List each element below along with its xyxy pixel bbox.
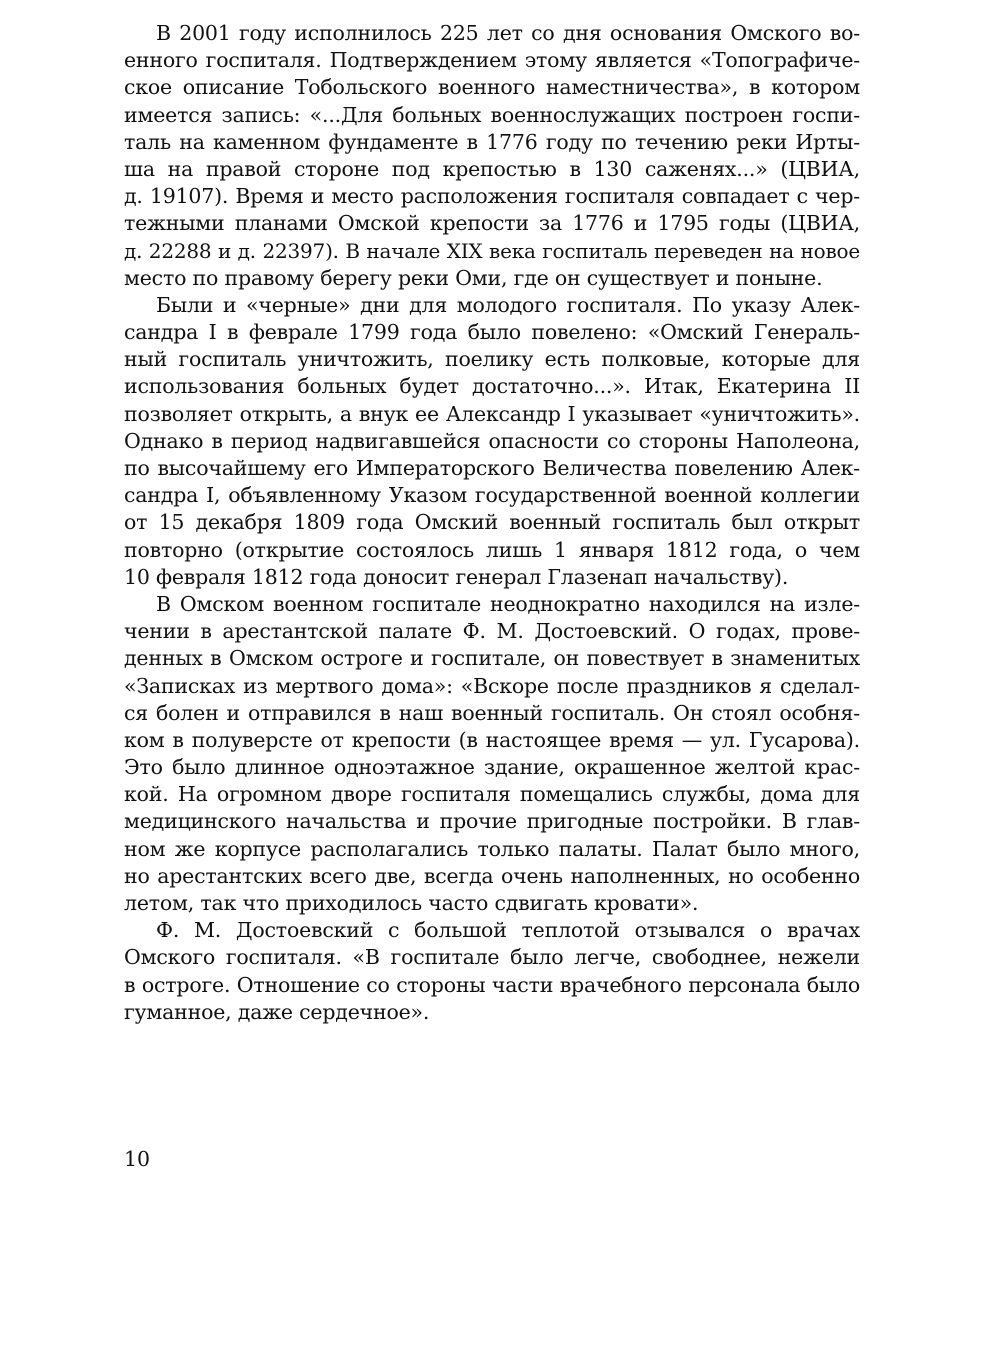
text-line: место по правому берегу реки Оми, где он существует и поныне. bbox=[124, 265, 823, 290]
text-line: д. 22288 и д. 22397). В начале XIX века госпиталь переведен на новое bbox=[124, 238, 860, 263]
text-line: ком в полуверсте от крепости (в настоящее время — ул. Гусарова). bbox=[124, 727, 860, 752]
text-line: ный госпиталь уничтожить, поелику есть полковые, которые для bbox=[124, 347, 860, 372]
text-line: повторно (открытие состоялось лишь 1 января 1812 года, о чем bbox=[124, 537, 860, 562]
text-line: енного госпиталя. Подтверждением этому является «Топографиче- bbox=[124, 48, 860, 73]
text-line: позволяет открыть, а внук ее Александр I указывает «уничтожить». bbox=[124, 401, 860, 426]
text-line: от 15 декабря 1809 года Омский военный госпиталь был открыт bbox=[124, 510, 860, 535]
paragraph-2 bbox=[124, 292, 860, 591]
text-line: медицинского начальства и прочие пригодные постройки. В глав- bbox=[124, 809, 860, 834]
text-line: 10 февраля 1812 года доносит генерал Глазенап начальству). bbox=[124, 564, 789, 589]
text-line: но арестантских всего две, всегда очень наполненных, но особенно bbox=[124, 863, 860, 888]
paragraph-3 bbox=[124, 591, 860, 917]
text-line: «Записках из мертвого дома»: «Вскоре после праздников я сделал- bbox=[124, 673, 860, 698]
text-line: по высочайшему его Императорского Величества повелению Алек- bbox=[124, 456, 860, 480]
text-line: Были и «черные» дни для молодого госпиталя. По указу Алек- bbox=[156, 292, 860, 317]
text-line: таль на каменном фундаменте в 1776 году по течению реки Ирты- bbox=[124, 129, 860, 154]
text-line: тежными планами Омской крепости за 1776 и 1795 годы (ЦВИА, bbox=[124, 211, 860, 236]
text-line: ша на правой стороне под крепостью в 130 саженях...» (ЦВИА, bbox=[124, 156, 860, 181]
text-line: использования больных будет достаточно...». Итак, Екатерина II bbox=[124, 374, 860, 399]
text-line: В 2001 году исполнилось 225 лет со дня основания Омского во- bbox=[156, 21, 860, 45]
text-line: сандра I в феврале 1799 года было повелено: «Омский Генераль- bbox=[124, 320, 860, 345]
paragraph-4 bbox=[124, 917, 860, 1026]
text-line: ся болен и отправился в наш военный госпиталь. Он стоял особня- bbox=[124, 700, 860, 725]
text-line: летом, так что приходилось часто сдвигать кровати». bbox=[124, 891, 699, 915]
text-line: в остроге. Отношение со стороны части врачебного персонала было bbox=[124, 972, 860, 997]
text-line: денных в Омском остроге и госпитале, он повествует в знаменитых bbox=[124, 646, 860, 671]
paragraph-1 bbox=[124, 20, 860, 292]
text-line: В Омском военном госпитале неоднократно находился на изле- bbox=[156, 591, 860, 616]
text-line: Это было длинное одноэтажное здание, окрашенное желтой крас- bbox=[124, 755, 860, 780]
text-line: сандра I, объявленному Указом государственной военной коллегии bbox=[124, 483, 860, 508]
text-line: ское описание Тобольского военного наместничества», в котором bbox=[124, 75, 860, 100]
text-line: Ф. М. Достоевский с большой теплотой отзывался о врачах bbox=[156, 918, 860, 943]
text-line: Однако в период надвигавшейся опасности со стороны Наполеона, bbox=[124, 428, 860, 453]
text-line: Омского госпиталя. «В госпитале было легче, свободнее, нежели bbox=[124, 945, 860, 970]
text-line: гуманное, даже сердечное». bbox=[124, 999, 430, 1024]
text-line: ном же корпусе располагались только палаты. Палат было много, bbox=[124, 836, 860, 861]
page-number: 10 bbox=[124, 1147, 151, 1171]
page-body bbox=[124, 20, 860, 1026]
text-line: имеется запись: «...Для больных военнослужащих построен госпи- bbox=[124, 102, 860, 127]
text-line: кой. На огромном дворе госпиталя помещались службы, дома для bbox=[124, 782, 860, 807]
text-line: чении в арестантской палате Ф. М. Достоевский. О годах, прове- bbox=[124, 619, 860, 644]
text-line: д. 19107). Время и место расположения госпиталя совпадает с чер- bbox=[124, 184, 860, 209]
